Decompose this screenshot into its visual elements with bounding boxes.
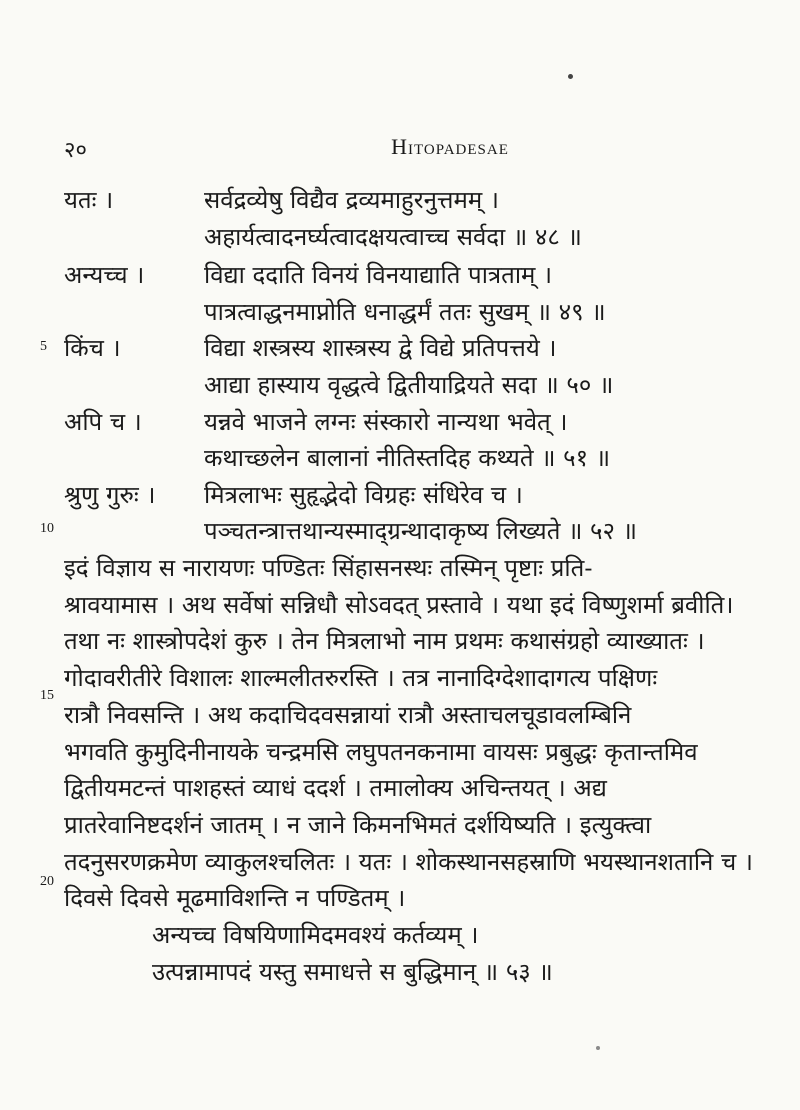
speaker-label: किंच । bbox=[64, 334, 121, 362]
line-number: 10 bbox=[40, 521, 54, 536]
prose-line: गोदावरीतीरे विशालः शाल्मलीतरुरस्ति । तत्र नानादिग्देशादागत्य पक्षिणः bbox=[64, 664, 658, 692]
verse-line: अन्यच्च विषयिणामिदमवश्यं कर्तव्यम् । bbox=[152, 921, 479, 949]
line-number: 20 bbox=[40, 874, 54, 889]
verse-line: मित्रलाभः सुहृद्भेदो विग्रहः संधिरेव च । bbox=[204, 481, 523, 509]
verse-line: उत्पन्नामापदं यस्तु समाधत्ते स बुद्धिमान् ॥ ५३ ॥ bbox=[152, 958, 553, 986]
prose-line: इदं विज्ञाय स नारायणः पण्डितः सिंहासनस्थः तस्मिन् पृष्टाः प्रति- bbox=[64, 554, 593, 582]
verse-line: आद्या हास्याय वृद्धत्वे द्वितीयाद्रियते सदा ॥ ५० ॥ bbox=[204, 371, 614, 399]
verse-line: अहार्यत्वादनर्घ्यत्वादक्षयत्वाच्च सर्वदा ॥ ४८ ॥ bbox=[204, 223, 582, 251]
prose-line: दिवसे दिवसे मूढमाविशन्ति न पण्डितम् । bbox=[64, 884, 406, 912]
speaker-label: श्रुणु गुरुः । bbox=[64, 481, 156, 509]
print-speck bbox=[568, 74, 573, 79]
running-head: Hitopadesae bbox=[391, 134, 509, 159]
verse-line: विद्या शस्त्रस्य शास्त्रस्य द्वे विद्ये प्रतिपत्तये । bbox=[204, 334, 557, 362]
verse-line: सर्वद्रव्येषु विद्यैव द्रव्यमाहुरनुत्तमम् । bbox=[204, 186, 499, 214]
prose-line: द्वितीयमटन्तं पाशहस्तं व्याधं ददर्श । तमालोक्य अचिन्तयत् । अद्य bbox=[64, 774, 607, 802]
verse-line: कथाच्छलेन बालानां नीतिस्तदिह कथ्यते ॥ ५१ ॥ bbox=[204, 444, 611, 472]
prose-line: श्रावयामास । अथ सर्वेषां सन्निधौ सोऽवदत् प्रस्तावे । यथा इदं विष्णुशर्मा ब्रवीति। bbox=[64, 591, 734, 619]
prose-line: प्रातरेवानिष्टदर्शनं जातम् । न जाने किमनभिमतं दर्शयिष्यति । इत्युक्त्वा bbox=[64, 811, 652, 839]
line-number: 15 bbox=[40, 688, 54, 703]
verse-line: पञ्चतन्त्रात्तथान्यस्माद्ग्रन्थादाकृष्य लिख्यते ॥ ५२ ॥ bbox=[204, 517, 637, 545]
verse-line: पात्रत्वाद्धनमाप्नोति धनाद्धर्मं ततः सुखम् ॥ ४९ ॥ bbox=[204, 298, 606, 326]
prose-line: भगवति कुमुदिनीनायके चन्द्रमसि लघुपतनकनामा वायसः प्रबुद्धः कृतान्तमिव bbox=[64, 738, 698, 766]
prose-line: तथा नः शास्त्रोपदेशं कुरु । तेन मित्रलाभो नाम प्रथमः कथासंग्रहो व्याख्यातः । bbox=[64, 627, 705, 655]
speaker-label: अपि च । bbox=[64, 408, 142, 436]
speaker-label: अन्यच्च । bbox=[64, 261, 145, 289]
page-number: २० bbox=[64, 137, 87, 162]
speaker-label: यतः । bbox=[64, 186, 114, 214]
prose-line: तदनुसरणक्रमेण व्याकुलश्चलितः । यतः । शोकस्थानसहस्राणि भयस्थानशतानि च । bbox=[64, 848, 753, 876]
line-number: 5 bbox=[40, 339, 47, 354]
verse-line: यन्नवे भाजने लग्नः संस्कारो नान्यथा भवेत् । bbox=[204, 408, 568, 436]
print-speck bbox=[596, 1046, 600, 1050]
verse-line: विद्या ददाति विनयं विनयाद्याति पात्रताम् । bbox=[204, 261, 553, 289]
prose-line: रात्रौ निवसन्ति । अथ कदाचिदवसन्नायां रात्रौ अस्ताचलचूडावलम्बिनि bbox=[64, 701, 632, 729]
